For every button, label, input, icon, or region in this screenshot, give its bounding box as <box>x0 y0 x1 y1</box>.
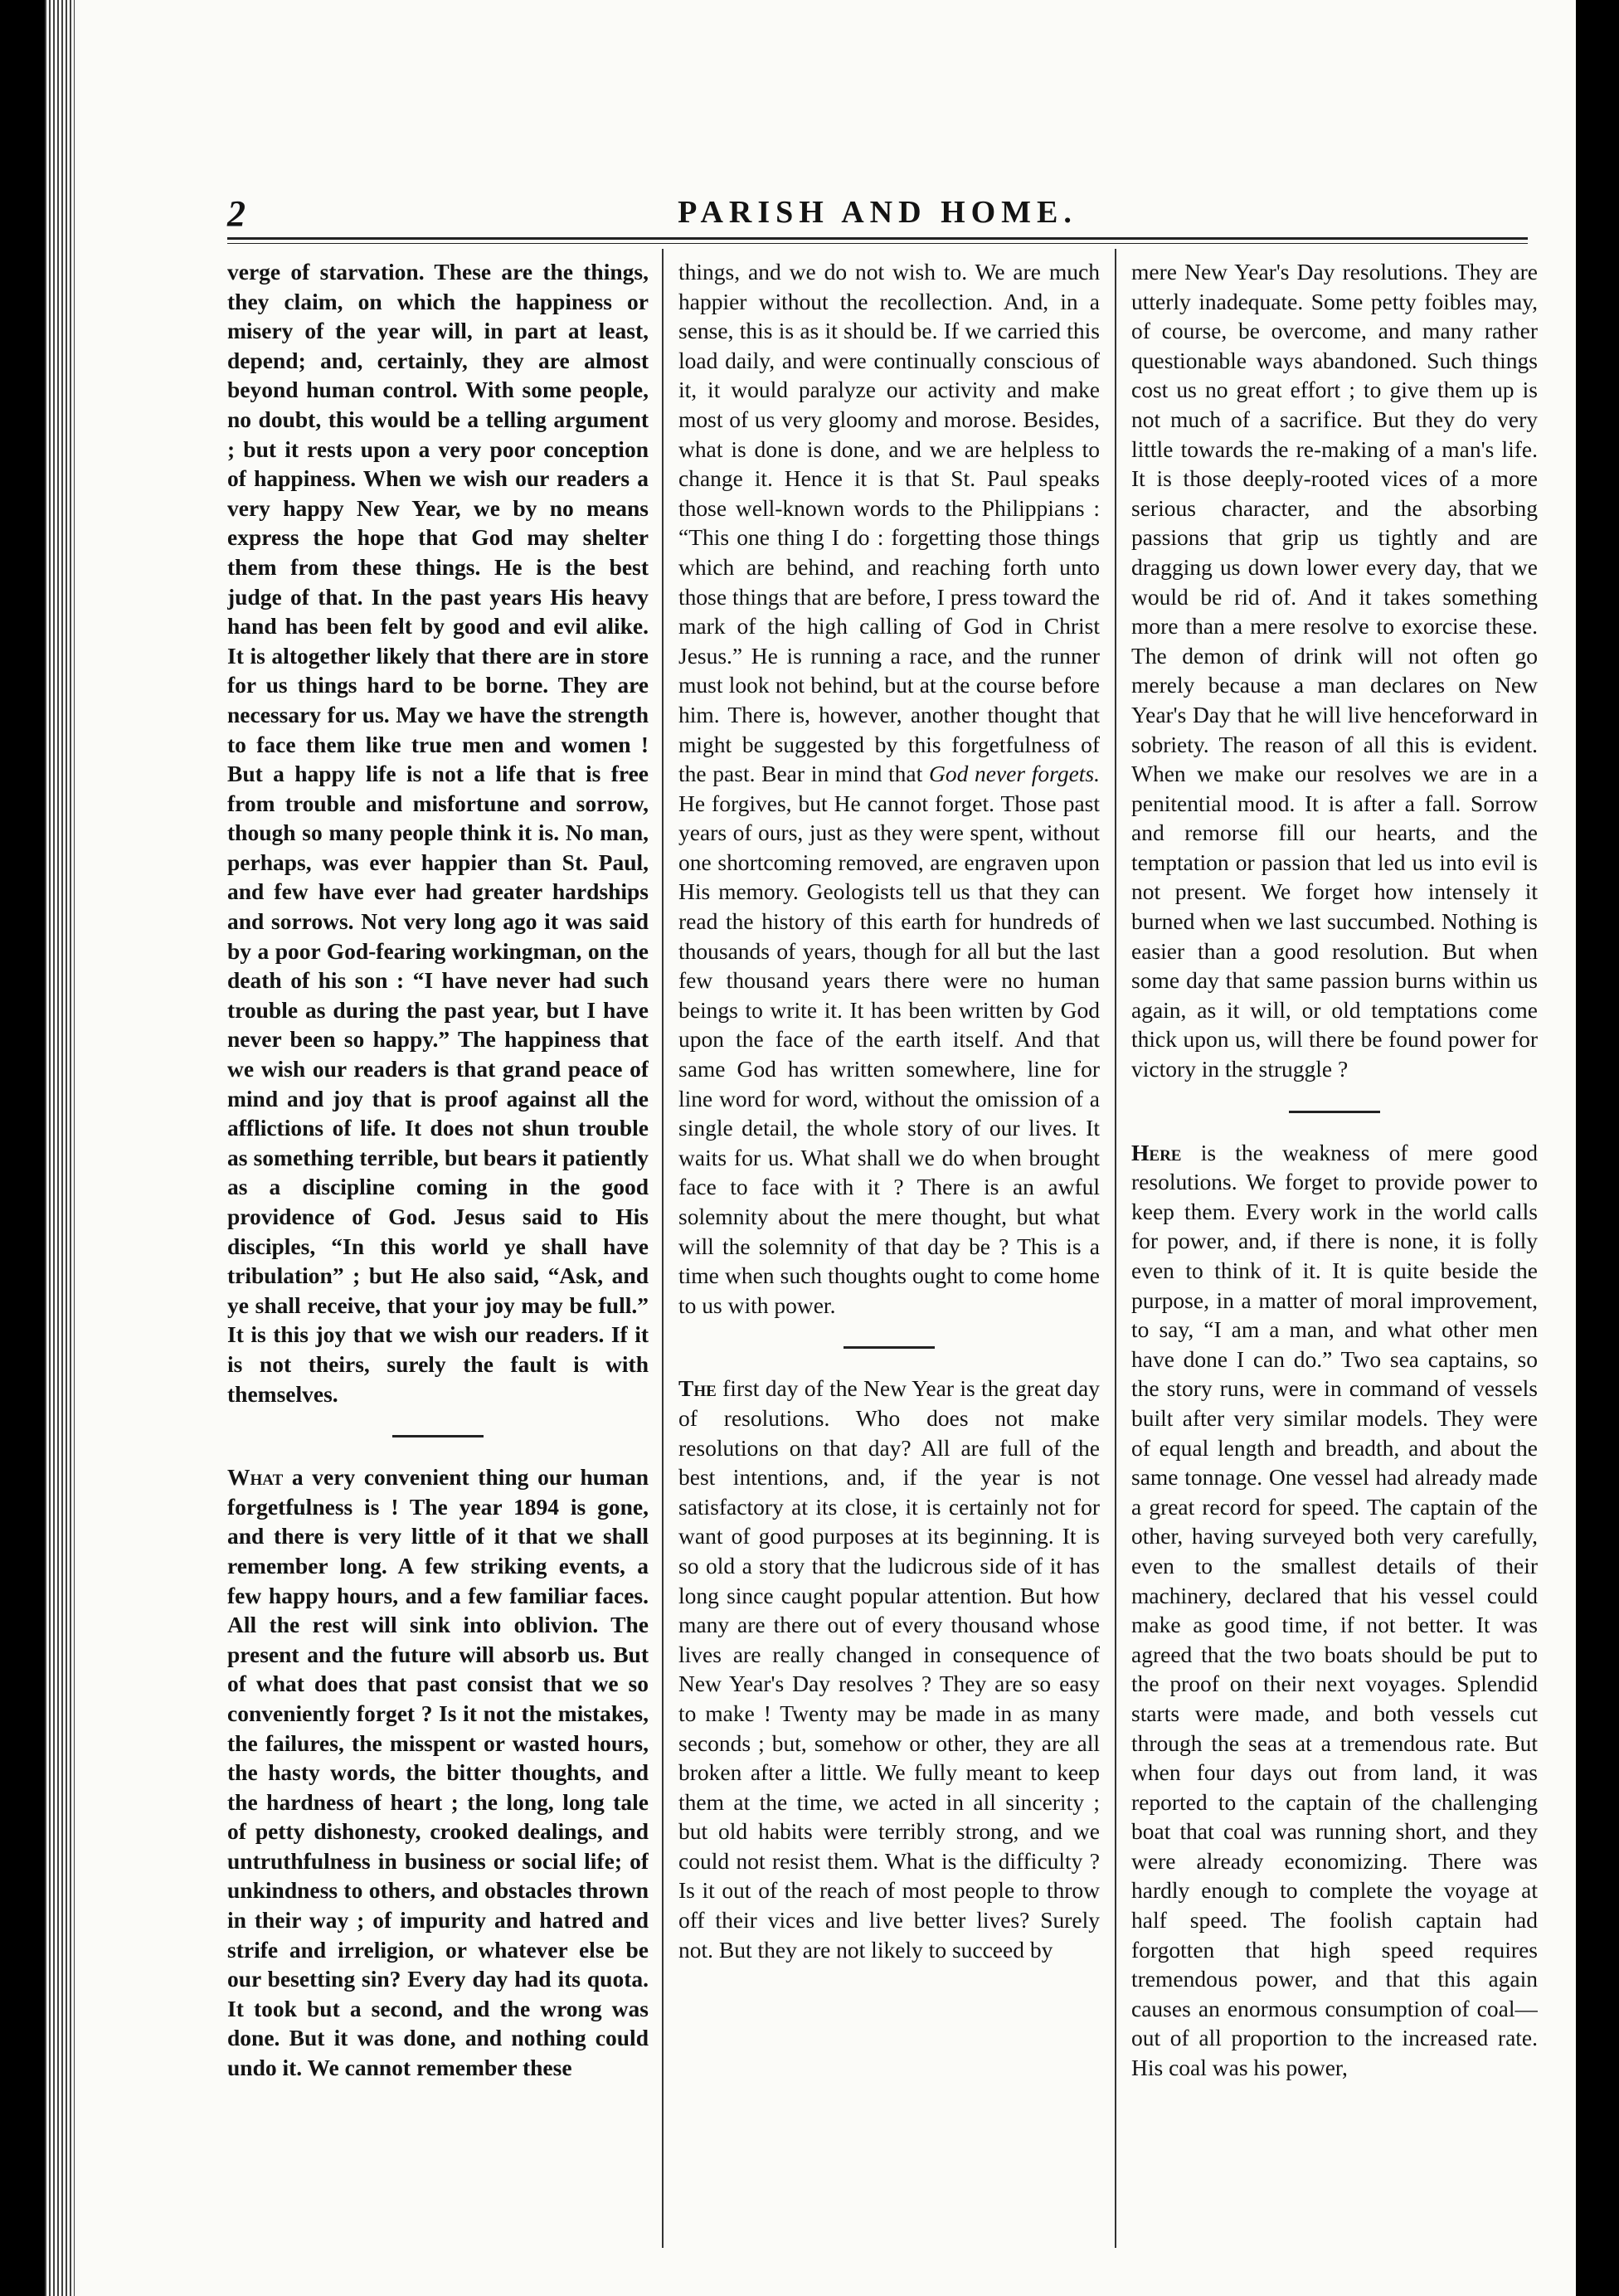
column-3 <box>1131 257 1538 2256</box>
paragraph: verge of starvation. These are the things, they claim, on which the happiness or misery of the year will, in part at least, depend; and, certainly, they are almost beyond human control. With some people, no doubt, this would be a telling argument ; but it rests upon a very poor conception of happiness. When we wish our readers a very happy New Year, we by no means express the hope that God may shelter them from these things. He is the best judge of that. In the past years His heavy hand has been felt by good and evil alike. It is altogether likely that there are in store for us things hard to be borne. They are necessary for us. May we have the strength to face them like true men and women ! But a happy life is not a life that is free from trouble and misfortune and sorrow, though so many people think it is. No man, perhaps, was ever happier than St. Paul, and few have ever had greater hardships and sorrows. Not very long ago it was said by a poor God-fearing workingman, on the death of his son : “I have never had such trouble as during the past year, but I have never been so happy.” The happiness that we wish our readers is that grand peace of mind and joy that is proof against all the afflictions of life. It does not shun trouble as something terrible, but bears it patiently as a discipline coming in the good providence of God. Jesus said to His disciples, “In this world ye shall have tribulation” ; but He also said, “Ask, and ye shall receive, that your joy may be full.” It is this joy that we wish our readers. If it is not theirs, surely the fault is with themselves. <box>227 259 649 1407</box>
paragraph: mere New Year's Day resolutions. They are utterly inadequate. Some petty foibles may, of course, be overcome, and many rather questionable ways abandoned. Such things cost us no great effort ; to give them up is not much of a sacrifice. But they do very little towards the re-making of a man's life. It is those deeply-rooted vices of a more serious character, and the absorbing passions that grip us tightly and are dragging us down lower every day, that we would be rid of. And it takes something more than a mere resolve to exorcise these. The demon of drink will not often go merely because a man declares on New Year's Day that he will live henceforward in sobriety. The reason of all this is evident. When we make our resolves we are in a penitential mood. It is after a fall. Sorrow and remorse fill our hearts, and the temptation or passion that led us into evil is not present. We forget how intensely it burned when we last succumbed. Nothing is easier than a good resolution. But when some day that same passion burns within us again, as it will, or old temptations come thick upon us, will there be found power for victory in the struggle ? <box>1131 259 1538 1082</box>
paragraph-text: a very convenient thing our human forgetfulness is ! The year 1894 is gone, and there is very little of it that we shall remember long. A few striking events, a few happy hours, and a few familiar faces. All the rest will sink into oblivion. The present and the future will absorb us. But of what does that past consist that we so conveniently forget ? Is it not the mistakes, the failures, the misspent or wasted hours, the hasty words, the bitter thoughts, and the hardness of heart ; the long, long tale of petty dishonesty, crooked dealings, and untruthfulness in business or social life; of unkindness to others, and obstacles thrown in their way ; of impurity and hatred and strife and irreligion, or whatever else be our besetting sin? Every day had its quota. It took but a second, and the wrong was done. But it was done, and nothing could undo it. We cannot remember these <box>227 1464 649 2081</box>
column-divider <box>1115 249 1116 2248</box>
column-2 <box>678 257 1100 2256</box>
column-1 <box>227 257 649 2256</box>
section-separator <box>392 1435 484 1437</box>
paragraph-text: is the weakness of mere good resolutions. We forget to provide power to keep them. Every work in the world calls for power, and, if there is none, it is folly even to think of it. It is quite beside the purpose, in a matter of moral improvement, to say, “I am a man, and what other men have done I can do.” Two sea captains, so the story runs, were in command of vessels built after very similar models. They were of equal length and breadth, and about the same tonnage. One vessel had already made a great record for speed. The captain of the other, having surveyed both very carefully, even to the smallest details of their machinery, declared that his vessel could make as good time, if not better. It was agreed that the two boats should be put to the proof on their next voyages. Splendid starts were made, and both vessels cut through the seas at a tremendous rate. But when four days out from land, it was reported to the captain of the challenging boat that coal was running short, and they were already economizing. There was hardly enough to complete the voyage at half speed. The foolish captain had forgotten that high speed requires tremendous power, and that this again causes an enormous consumption of coal—out of all proportion to the increased rate. His coal was his power, <box>1131 1139 1538 2081</box>
paragraph <box>227 1462 649 2082</box>
section-separator <box>844 1346 935 1349</box>
paragraph-text: first day of the New Year is the great day of resolutions. Who does not make resolutions on that day? All are full of the best intentions, and, if the year is not satisfactory at its close, it is certainly not for want of good purposes at its beginning. It is so old a story that the ludicrous side of it has long since caught popular attention. But how many are there out of every thousand whose lives are really changed in consequence of New Year's Day resolves ? They are so easy to make ! Twenty may be made in as many seconds ; but, somehow or other, they are all broken after a little. We fully meant to keep them at the time, we acted in all sincerity ; but old habits were terribly strong, and we could not resist them. What is the difficulty ? Is it out of the reach of most people to throw off their vices and live better lives? Surely not. But they are not likely to succeed by <box>678 1375 1100 1963</box>
running-title: PARISH AND HOME. <box>678 195 1077 230</box>
paragraph <box>678 1374 1100 1964</box>
paragraph <box>678 257 1100 1320</box>
header-rule <box>227 237 1528 244</box>
page-header <box>227 192 1528 234</box>
binding-gutter <box>45 0 75 2296</box>
lead-word: What <box>227 1464 284 1491</box>
lead-word: Here <box>1131 1139 1182 1165</box>
page <box>45 0 1576 2296</box>
lead-word: The <box>678 1375 717 1402</box>
paragraph <box>1131 1138 1538 2083</box>
paragraph-text: things, and we do not wish to. We are much happier without the recollection. And, in a sense, this is as it should be. If we carried this load daily, and were continually conscious of it, it would paralyze our activity and make most of us very gloomy and morose. Besides, what is done is done, and we are helpless to change it. Hence it is that St. Paul speaks those well-known words to the Philippians : “This one thing I do : forgetting those things which are behind, and reaching forth unto those things that are before, I press toward the mark of the high calling of God in Christ Jesus.” He is running a race, and the runner must look not behind, but at the course before him. There is, however, another thought that might be suggested by this forgetfulness of the past. Bear in mind that <box>678 259 1100 787</box>
section-separator <box>1289 1111 1380 1113</box>
paragraph-text: He forgives, but He cannot forget. Those past years of ours, just as they were spent, without one shortcoming removed, are engraven upon His memory. Geologists tell us that they can read the history of this earth for hundreds of thousands of years, though for all but the last few thousand years there were no human beings to write it. It has been written by God upon the face of the earth itself. And that same God has written somewhere, line for line word for word, without the omission of a single detail, the whole story of our lives. It waits for us. What shall we do when brought face to face with it ? There is an awful solemnity about the mere thought, but what will the solemnity of that day be ? This is a time when such thoughts ought to come home to us with power. <box>678 790 1100 1318</box>
emphasis: God never forgets. <box>928 761 1100 787</box>
column-divider <box>662 249 664 2248</box>
page-number: 2 <box>227 193 246 234</box>
